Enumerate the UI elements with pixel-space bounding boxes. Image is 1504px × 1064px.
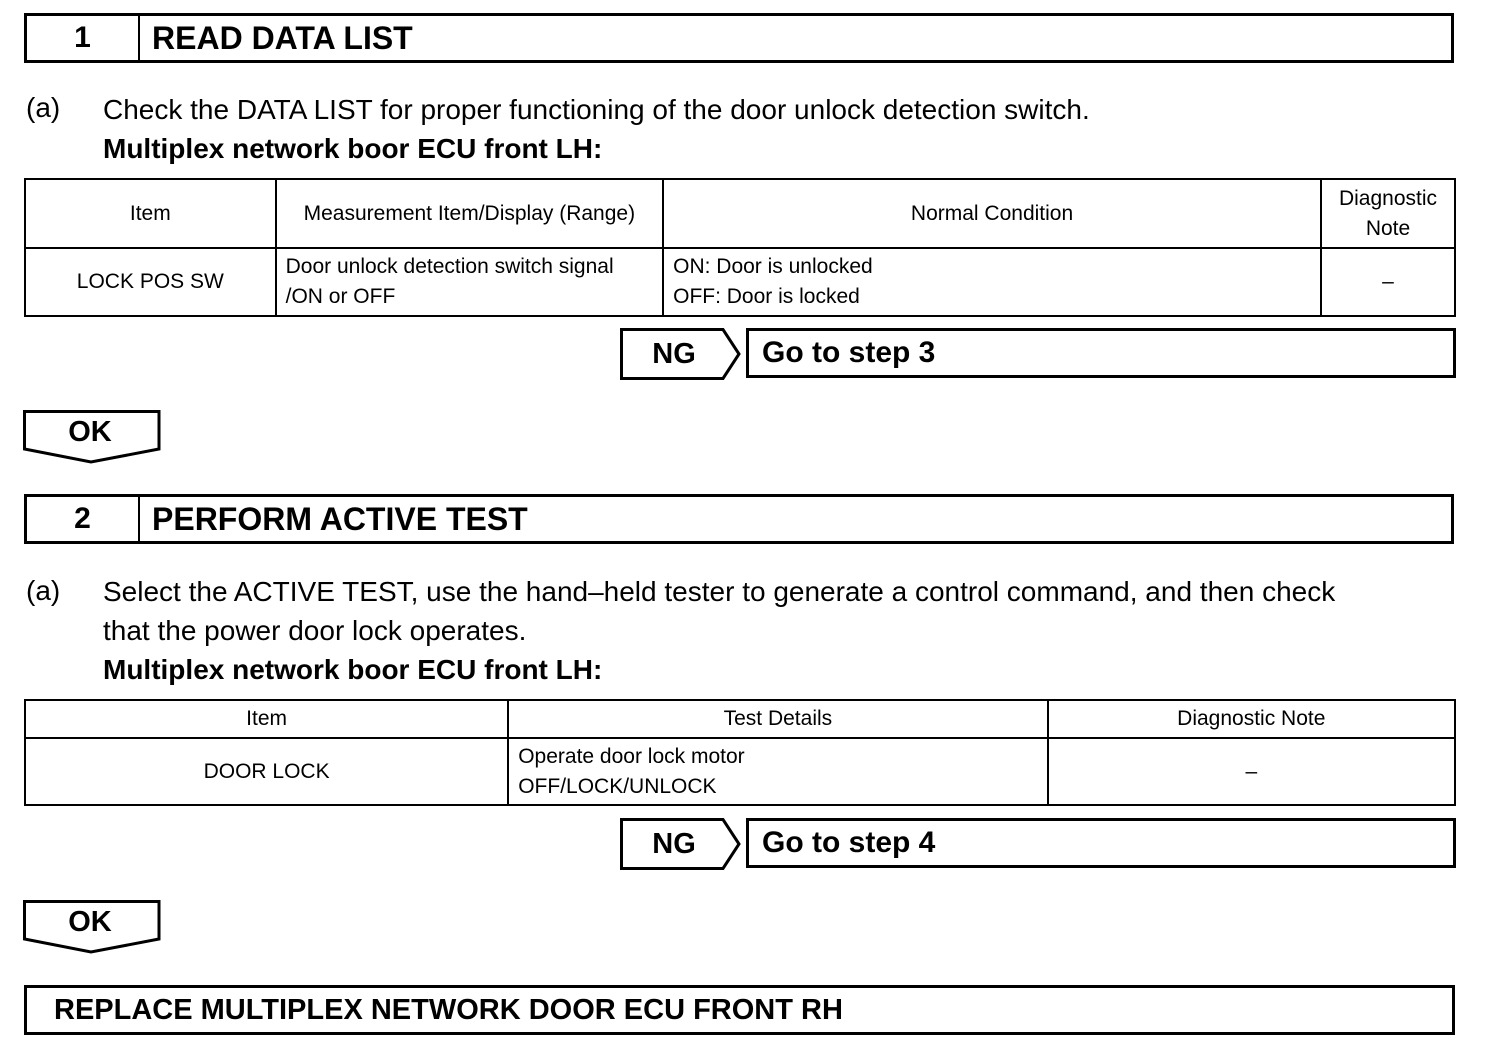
column-header-diagnostic-note: Diagnostic Note [1048,700,1455,738]
step-2-para-line-1: Select the ACTIVE TEST, use the hand–held tester to generate a control command, and then check [103,576,1336,607]
step-2-ng-arrow [620,818,742,870]
column-header-item: Item [25,179,276,248]
cell-measurement-line-1: Door unlock detection switch signal [285,255,614,278]
cell-details-line-1: Operate door lock motor [518,744,745,768]
column-header-test-details: Test Details [508,700,1047,738]
step-1-ng-arrow [620,328,742,380]
cell-details-line-2: OFF/LOCK/UNLOCK [518,774,717,798]
table-header-row [25,179,1455,248]
step-1-ng-label: NG [652,337,696,370]
cell-item: DOOR LOCK [25,738,508,805]
step-2-ok-arrow [23,900,161,956]
column-header-measurement: Measurement Item/Display (Range) [276,179,663,248]
column-header-normal-condition: Normal Condition [663,179,1321,248]
cell-diagnostic-note: – [1048,738,1455,805]
step-2-ok-label: OK [68,905,112,938]
cell-normal-line-2: OFF: Door is locked [673,285,860,308]
step-1-para-label: (a) [26,92,61,123]
table-header-row [25,700,1455,738]
step-1-title: READ DATA LIST [152,19,413,56]
step-2-number: 2 [27,497,140,541]
step-2-para-label: (a) [26,575,61,606]
cell-normal-condition [663,248,1321,316]
step-2-para-line-2: that the power door lock operates. [103,615,527,646]
step-1-ok-label: OK [68,415,112,448]
table-row [25,738,1455,805]
column-header-item: Item [25,700,508,738]
step-2-title: PERFORM ACTIVE TEST [152,500,528,537]
active-test-table [24,699,1456,806]
cell-item: LOCK POS SW [25,248,276,316]
cell-measurement-line-2: /ON or OFF [285,285,396,308]
step-2-ng-label: NG [652,827,696,860]
data-list-table [24,178,1456,317]
final-action-box: REPLACE MULTIPLEX NETWORK DOOR ECU FRONT RH [24,985,1455,1035]
column-header-diagnostic-note: Diagnostic Note [1321,179,1455,248]
step-2-subheading: Multiplex network boor ECU front LH: [103,654,603,685]
step-1-goto-box: Go to step 3 [746,328,1456,378]
cell-test-details [508,738,1047,805]
cell-measurement [276,248,663,316]
step-2-header [24,494,1454,544]
step-2-para-text [103,572,1335,650]
step-1-header [24,13,1454,63]
step-1-para-text: Check the DATA LIST for proper functioning of the door unlock detection switch. [103,94,1090,125]
step-1-number: 1 [27,16,140,60]
cell-normal-line-1: ON: Door is unlocked [673,255,873,278]
step-1-subheading: Multiplex network boor ECU front LH: [103,133,603,164]
step-1-ok-arrow [23,410,161,466]
step-2-goto-box: Go to step 4 [746,818,1456,868]
table-row [25,248,1455,316]
cell-diagnostic-note: – [1321,248,1455,316]
